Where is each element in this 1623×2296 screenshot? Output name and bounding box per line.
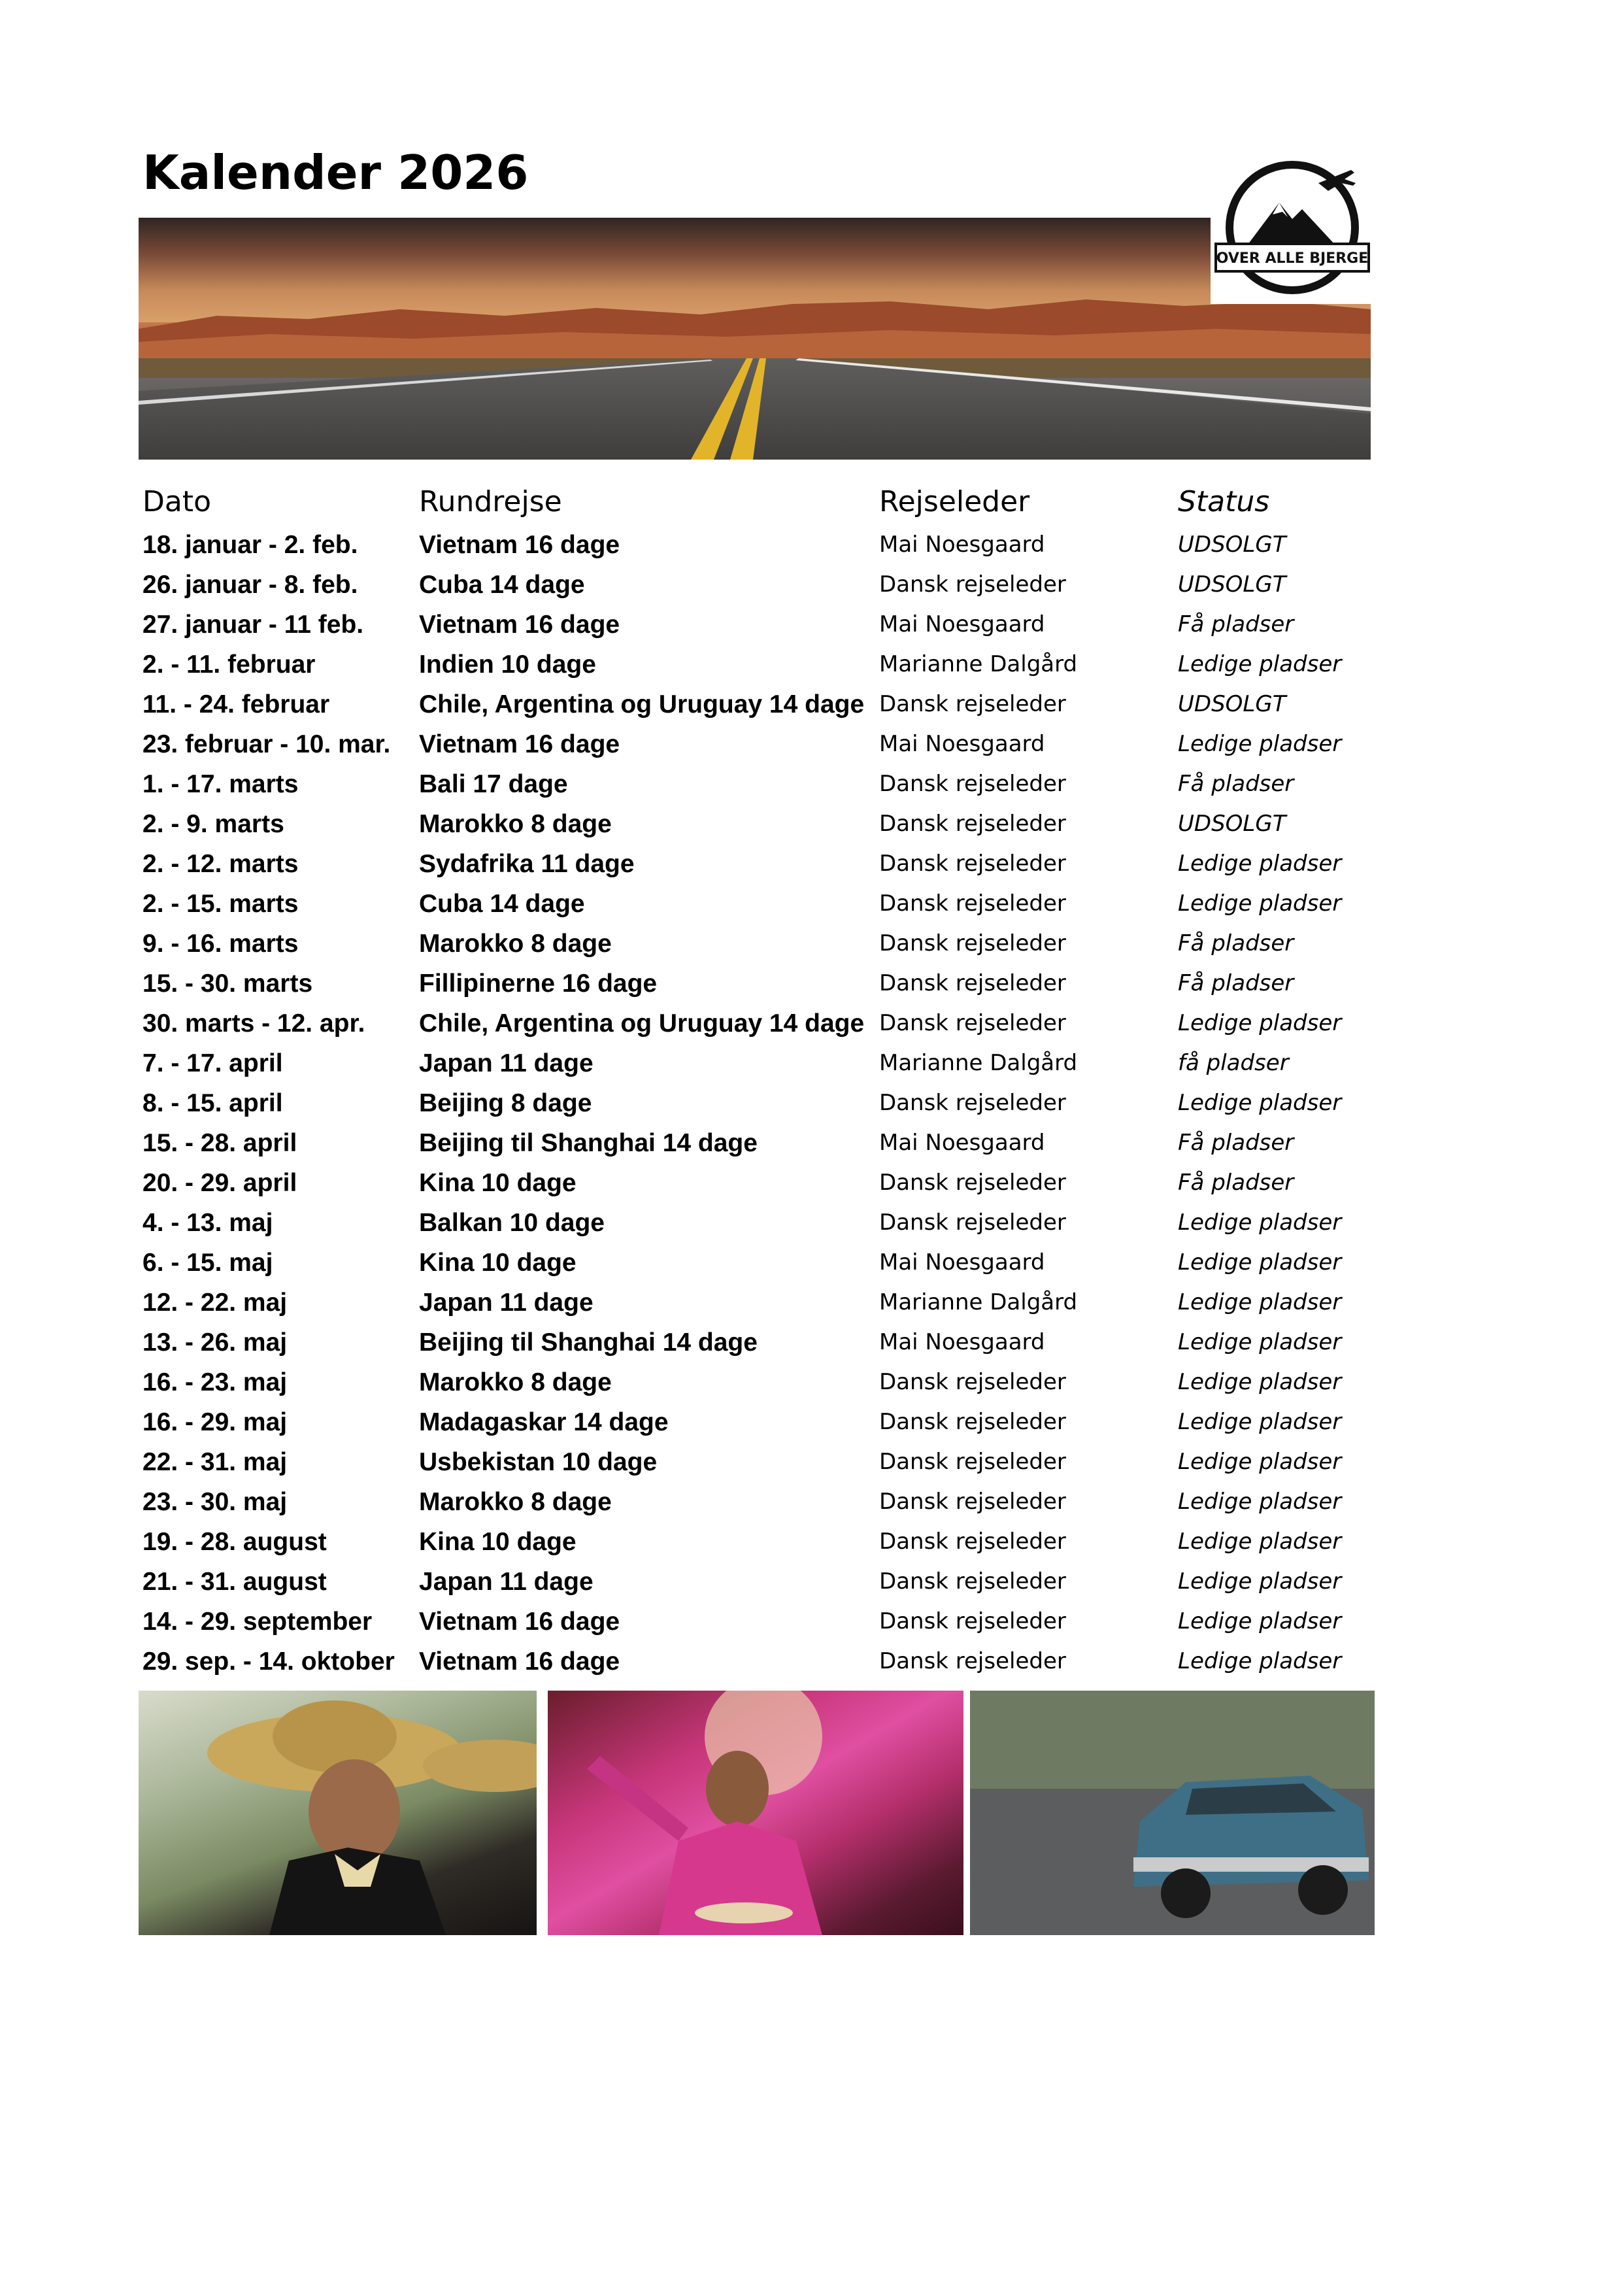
mariachi-photo bbox=[139, 1691, 537, 1935]
table-row bbox=[142, 565, 1371, 605]
row-status: Ledige pladser bbox=[1178, 1090, 1342, 1116]
mountain-plane-logo-icon bbox=[1211, 157, 1374, 304]
table-row bbox=[142, 1004, 1371, 1043]
row-status: UDSOLGT bbox=[1178, 532, 1286, 558]
row-leader: Dansk rejseleder bbox=[879, 970, 1066, 996]
holi-illustration bbox=[548, 1691, 963, 1935]
table-row bbox=[142, 684, 1371, 724]
row-date: 23. - 30. maj bbox=[142, 1488, 288, 1516]
row-status: Ledige pladser bbox=[1178, 1329, 1342, 1355]
row-date: 23. februar - 10. mar. bbox=[142, 730, 391, 758]
table-row bbox=[142, 1323, 1371, 1362]
row-leader: Dansk rejseleder bbox=[879, 771, 1066, 797]
row-leader: Dansk rejseleder bbox=[879, 1528, 1066, 1555]
row-date: 15. - 30. marts bbox=[142, 970, 313, 998]
page-title: Kalender 2026 bbox=[142, 145, 529, 200]
row-leader: Dansk rejseleder bbox=[879, 571, 1066, 598]
row-trip: Cuba 14 dage bbox=[419, 890, 585, 918]
row-status: Ledige pladser bbox=[1178, 1648, 1342, 1674]
row-date: 9. - 16. marts bbox=[142, 930, 299, 958]
company-logo bbox=[1211, 157, 1374, 304]
row-trip: Madagaskar 14 dage bbox=[419, 1408, 669, 1436]
row-leader: Dansk rejseleder bbox=[879, 691, 1066, 717]
row-leader: Mai Noesgaard bbox=[879, 611, 1045, 637]
table-row bbox=[142, 525, 1371, 565]
table-row bbox=[142, 1602, 1371, 1642]
vintage-car-illustration bbox=[970, 1691, 1375, 1935]
row-date: 2. - 9. marts bbox=[142, 810, 284, 838]
row-status: Ledige pladser bbox=[1178, 1369, 1342, 1395]
trip-calendar-table bbox=[142, 479, 1371, 1681]
row-status: Ledige pladser bbox=[1178, 1608, 1342, 1634]
row-status: Ledige pladser bbox=[1178, 651, 1342, 677]
row-date: 20. - 29. april bbox=[142, 1169, 297, 1197]
row-status: Få pladser bbox=[1178, 970, 1294, 996]
row-trip: Usbekistan 10 dage bbox=[419, 1448, 658, 1476]
table-row bbox=[142, 1243, 1371, 1283]
row-date: 14. - 29. september bbox=[142, 1608, 373, 1636]
table-row bbox=[142, 1043, 1371, 1083]
table-row bbox=[142, 964, 1371, 1004]
row-trip: Cuba 14 dage bbox=[419, 571, 585, 599]
row-leader: Dansk rejseleder bbox=[879, 811, 1066, 837]
row-date: 26. januar - 8. feb. bbox=[142, 571, 358, 599]
row-leader: Marianne Dalgård bbox=[879, 651, 1078, 677]
table-row bbox=[142, 1123, 1371, 1163]
row-leader: Dansk rejseleder bbox=[879, 1170, 1066, 1196]
row-leader: Mai Noesgaard bbox=[879, 1130, 1045, 1156]
row-date: 11. - 24. februar bbox=[142, 690, 330, 718]
row-leader: Mai Noesgaard bbox=[879, 731, 1045, 757]
holi-festival-photo bbox=[548, 1691, 963, 1935]
row-status: Ledige pladser bbox=[1178, 1528, 1342, 1555]
row-status: Ledige pladser bbox=[1178, 1449, 1342, 1475]
road-illustration bbox=[139, 218, 1371, 460]
row-date: 2. - 12. marts bbox=[142, 850, 299, 878]
logo-text: OVER ALLE BJERGE bbox=[1216, 250, 1369, 267]
row-date: 8. - 15. april bbox=[142, 1089, 283, 1117]
table-row bbox=[142, 605, 1371, 645]
row-date: 27. januar - 11 feb. bbox=[142, 611, 364, 639]
row-leader: Dansk rejseleder bbox=[879, 1449, 1066, 1475]
row-trip: Kina 10 dage bbox=[419, 1528, 577, 1556]
row-date: 6. - 15. maj bbox=[142, 1249, 273, 1277]
row-trip: Vietnam 16 dage bbox=[419, 730, 620, 758]
row-date: 22. - 31. maj bbox=[142, 1448, 288, 1476]
row-date: 29. sep. - 14. oktober bbox=[142, 1647, 395, 1676]
header-date: Dato bbox=[142, 485, 212, 518]
row-status: Ledige pladser bbox=[1178, 1010, 1342, 1036]
mariachi-illustration bbox=[139, 1691, 537, 1935]
row-status: Få pladser bbox=[1178, 1130, 1294, 1156]
row-leader: Dansk rejseleder bbox=[879, 1209, 1066, 1236]
row-trip: Fillipinerne 16 dage bbox=[419, 970, 658, 998]
row-status: Ledige pladser bbox=[1178, 1209, 1342, 1236]
row-trip: Sydafrika 11 dage bbox=[419, 850, 635, 878]
row-date: 30. marts - 12. apr. bbox=[142, 1009, 365, 1038]
row-status: Ledige pladser bbox=[1178, 1289, 1342, 1315]
row-trip: Japan 11 dage bbox=[419, 1568, 594, 1596]
row-trip: Japan 11 dage bbox=[419, 1049, 594, 1077]
row-leader: Dansk rejseleder bbox=[879, 1648, 1066, 1674]
row-date: 21. - 31. august bbox=[142, 1568, 327, 1596]
row-trip: Beijing 8 dage bbox=[419, 1089, 592, 1117]
row-leader: Dansk rejseleder bbox=[879, 1409, 1066, 1435]
row-status: Få pladser bbox=[1178, 611, 1294, 637]
row-status: UDSOLGT bbox=[1178, 571, 1286, 598]
header-leader: Rejseleder bbox=[879, 485, 1030, 518]
table-row bbox=[142, 884, 1371, 924]
row-status: Ledige pladser bbox=[1178, 1409, 1342, 1435]
table-row bbox=[142, 924, 1371, 964]
table-row bbox=[142, 724, 1371, 764]
header-status: Status bbox=[1178, 485, 1270, 518]
row-trip: Kina 10 dage bbox=[419, 1169, 577, 1197]
row-trip: Vietnam 16 dage bbox=[419, 1647, 620, 1676]
row-leader: Dansk rejseleder bbox=[879, 1489, 1066, 1515]
row-leader: Mai Noesgaard bbox=[879, 1249, 1045, 1275]
row-leader: Dansk rejseleder bbox=[879, 1010, 1066, 1036]
table-row bbox=[142, 1203, 1371, 1243]
table-row bbox=[142, 1442, 1371, 1482]
table-header bbox=[142, 479, 1371, 525]
row-status: Få pladser bbox=[1178, 1170, 1294, 1196]
table-row bbox=[142, 1083, 1371, 1123]
row-date: 12. - 22. maj bbox=[142, 1289, 288, 1317]
row-trip: Japan 11 dage bbox=[419, 1289, 594, 1317]
row-trip: Chile, Argentina og Uruguay 14 dage bbox=[419, 690, 865, 718]
row-date: 4. - 13. maj bbox=[142, 1209, 273, 1237]
row-status: Ledige pladser bbox=[1178, 890, 1342, 917]
row-date: 16. - 29. maj bbox=[142, 1408, 288, 1436]
row-date: 13. - 26. maj bbox=[142, 1328, 288, 1357]
row-leader: Marianne Dalgård bbox=[879, 1289, 1078, 1315]
table-row bbox=[142, 1522, 1371, 1562]
row-trip: Vietnam 16 dage bbox=[419, 611, 620, 639]
row-leader: Mai Noesgaard bbox=[879, 1329, 1045, 1355]
row-date: 2. - 15. marts bbox=[142, 890, 299, 918]
table-row bbox=[142, 1283, 1371, 1323]
row-status: Få pladser bbox=[1178, 771, 1294, 797]
table-row bbox=[142, 1482, 1371, 1522]
table-row bbox=[142, 645, 1371, 684]
row-trip: Beijing til Shanghai 14 dage bbox=[419, 1328, 758, 1357]
row-date: 18. januar - 2. feb. bbox=[142, 531, 358, 559]
row-trip: Kina 10 dage bbox=[419, 1249, 577, 1277]
row-trip: Chile, Argentina og Uruguay 14 dage bbox=[419, 1009, 865, 1038]
row-date: 15. - 28. april bbox=[142, 1129, 297, 1157]
row-date: 19. - 28. august bbox=[142, 1528, 327, 1556]
row-status: Ledige pladser bbox=[1178, 1489, 1342, 1515]
row-trip: Beijing til Shanghai 14 dage bbox=[419, 1129, 758, 1157]
row-date: 1. - 17. marts bbox=[142, 770, 299, 798]
table-row bbox=[142, 764, 1371, 804]
row-date: 7. - 17. april bbox=[142, 1049, 283, 1077]
table-body bbox=[142, 525, 1371, 1681]
row-status: Ledige pladser bbox=[1178, 1568, 1342, 1595]
row-trip: Indien 10 dage bbox=[419, 650, 596, 679]
cuba-car-photo bbox=[970, 1691, 1375, 1935]
row-trip: Vietnam 16 dage bbox=[419, 1608, 620, 1636]
row-leader: Dansk rejseleder bbox=[879, 1568, 1066, 1595]
row-leader: Dansk rejseleder bbox=[879, 851, 1066, 877]
row-trip: Marokko 8 dage bbox=[419, 930, 612, 958]
banner-road-image bbox=[139, 218, 1371, 460]
row-trip: Vietnam 16 dage bbox=[419, 531, 620, 559]
row-leader: Marianne Dalgård bbox=[879, 1050, 1078, 1076]
row-status: Ledige pladser bbox=[1178, 731, 1342, 757]
table-row bbox=[142, 1562, 1371, 1602]
row-trip: Marokko 8 dage bbox=[419, 1368, 612, 1396]
row-status: UDSOLGT bbox=[1178, 811, 1286, 837]
row-trip: Marokko 8 dage bbox=[419, 1488, 612, 1516]
table-row bbox=[142, 1362, 1371, 1402]
row-leader: Dansk rejseleder bbox=[879, 1369, 1066, 1395]
row-trip: Bali 17 dage bbox=[419, 770, 568, 798]
table-row bbox=[142, 844, 1371, 884]
table-row bbox=[142, 804, 1371, 844]
row-leader: Mai Noesgaard bbox=[879, 532, 1045, 558]
row-status: Få pladser bbox=[1178, 930, 1294, 956]
header-trip: Rundrejse bbox=[419, 485, 562, 518]
row-date: 2. - 11. februar bbox=[142, 650, 316, 679]
row-trip: Marokko 8 dage bbox=[419, 810, 612, 838]
row-leader: Dansk rejseleder bbox=[879, 930, 1066, 956]
table-row bbox=[142, 1163, 1371, 1203]
row-status: få pladser bbox=[1178, 1050, 1289, 1076]
table-row bbox=[142, 1402, 1371, 1442]
row-date: 16. - 23. maj bbox=[142, 1368, 288, 1396]
row-status: UDSOLGT bbox=[1178, 691, 1286, 717]
row-status: Ledige pladser bbox=[1178, 1249, 1342, 1275]
row-leader: Dansk rejseleder bbox=[879, 1608, 1066, 1634]
row-leader: Dansk rejseleder bbox=[879, 890, 1066, 917]
table-row bbox=[142, 1642, 1371, 1681]
row-trip: Balkan 10 dage bbox=[419, 1209, 605, 1237]
row-status: Ledige pladser bbox=[1178, 851, 1342, 877]
row-leader: Dansk rejseleder bbox=[879, 1090, 1066, 1116]
